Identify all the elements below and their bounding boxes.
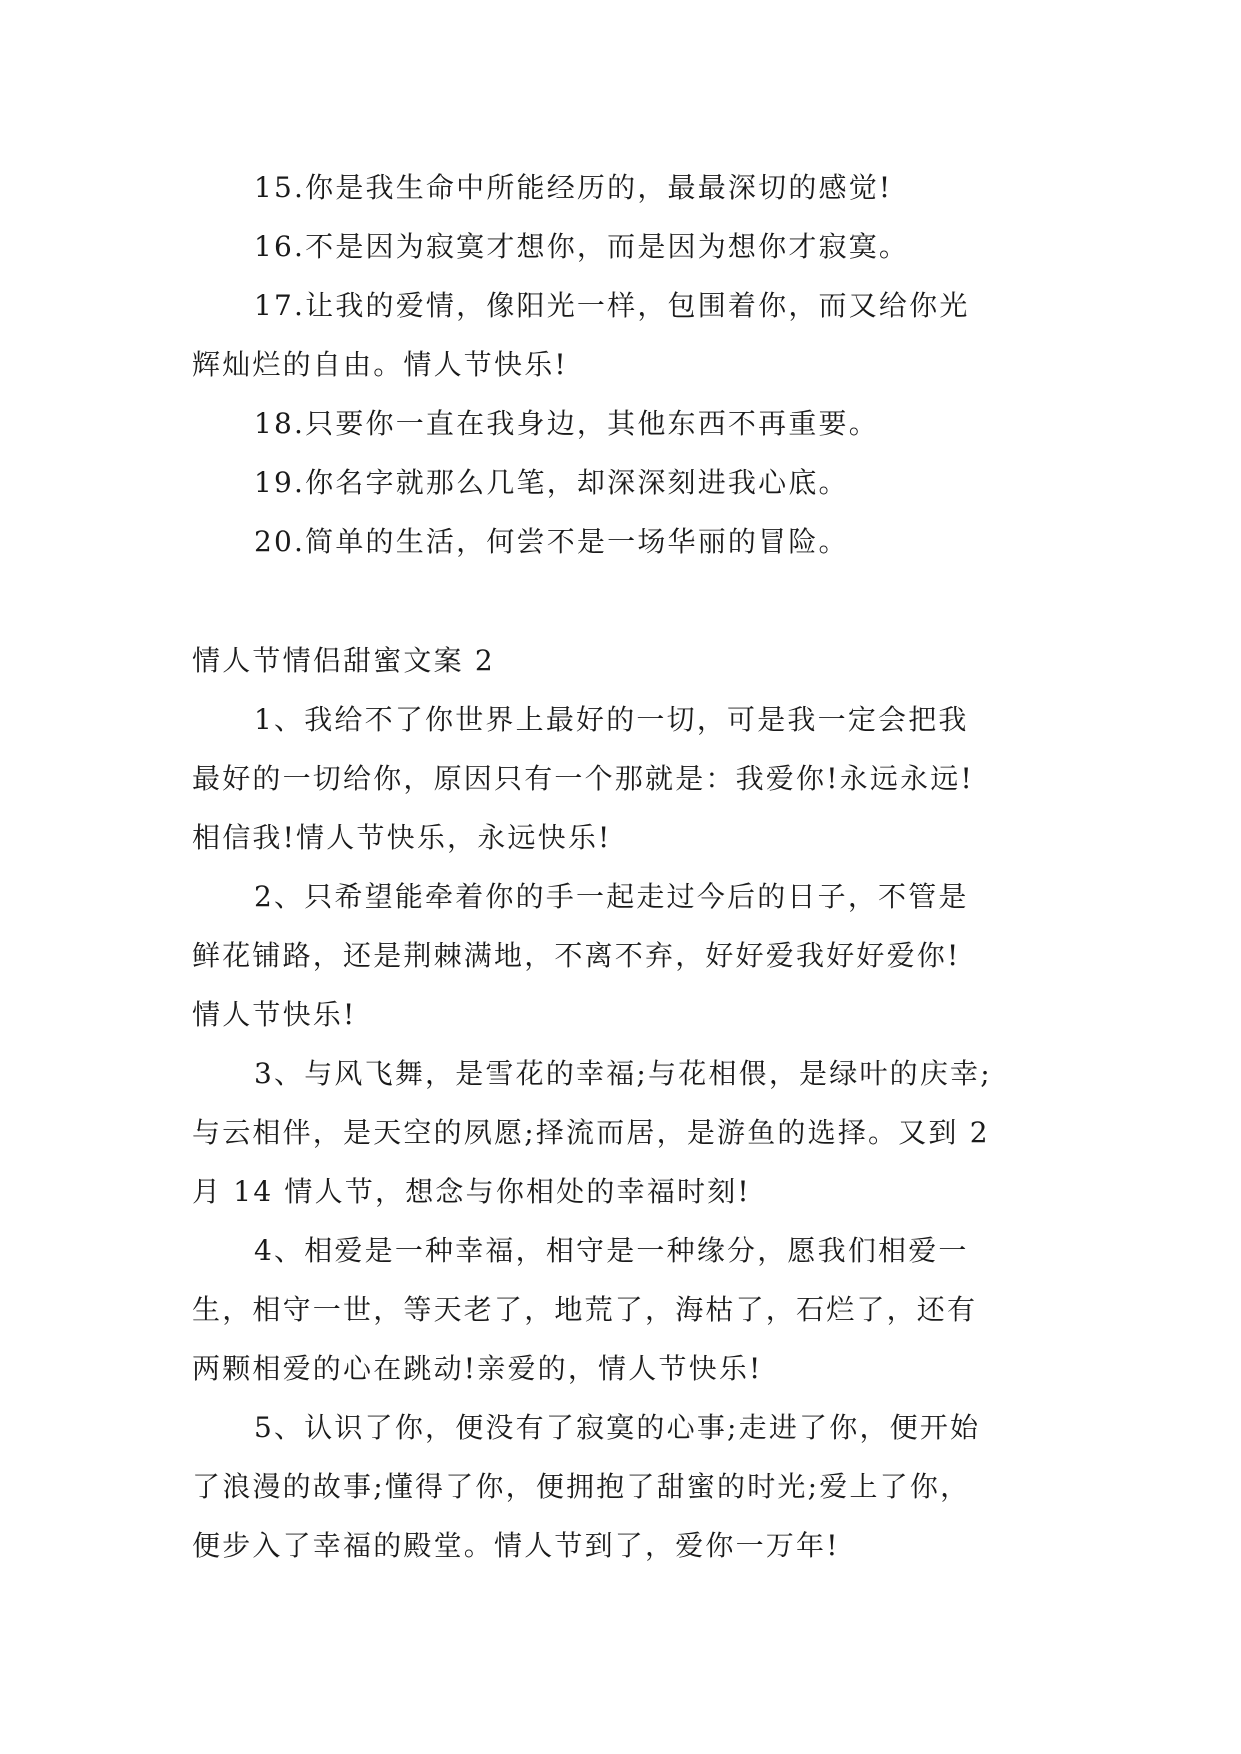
list-item [192, 158, 1062, 217]
list-item-line: 情人节快乐! [192, 998, 357, 1031]
list-item-line: 20.简单的生活，何尝不是一场华丽的冒险。 [254, 525, 849, 558]
section-heading: 情人节情侣甜蜜文案 2 [192, 644, 495, 677]
list-item [192, 1044, 1062, 1221]
list-item [192, 1221, 1062, 1398]
list-item [192, 217, 1062, 276]
list-item [192, 867, 1062, 1044]
list-item-line: 生，相守一世，等天老了，地荒了，海枯了，石烂了，还有 [192, 1293, 978, 1326]
list-item-line: 了浪漫的故事;懂得了你，便拥抱了甜蜜的时光;爱上了你， [192, 1470, 971, 1503]
list-item-line: 1、我给不了你世界上最好的一切，可是我一定会把我 [254, 703, 969, 736]
list-item [192, 690, 1062, 867]
list-item [192, 394, 1062, 453]
first-list [192, 158, 1062, 571]
second-list [192, 690, 1062, 1575]
list-item-line: 15.你是我生命中所能经历的，最最深切的感觉! [254, 171, 893, 204]
list-item-line: 3、与风飞舞，是雪花的幸福;与花相偎，是绿叶的庆幸; [254, 1057, 992, 1090]
list-item-line: 17.让我的爱情，像阳光一样，包围着你，而又给你光 [254, 289, 970, 322]
list-item-line: 最好的一切给你，原因只有一个那就是：我爱你!永远永远! [192, 762, 974, 795]
list-item-line: 便步入了幸福的殿堂。情人节到了，爱你一万年! [192, 1529, 840, 1562]
list-item [192, 512, 1062, 571]
document-body [192, 158, 1062, 1575]
list-item-line: 辉灿烂的自由。情人节快乐! [192, 348, 568, 381]
list-item [192, 276, 1062, 394]
list-item [192, 1398, 1062, 1575]
list-item-line: 19.你名字就那么几笔，却深深刻进我心底。 [254, 466, 849, 499]
list-item-line: 4、相爱是一种幸福，相守是一种缘分，愿我们相爱一 [254, 1234, 969, 1267]
list-item-line: 鲜花铺路，还是荆棘满地，不离不弃，好好爱我好好爱你! [192, 939, 961, 972]
list-item-line: 5、认识了你，便没有了寂寞的心事;走进了你，便开始 [254, 1411, 981, 1444]
list-item-line: 与云相伴，是天空的夙愿;择流而居，是游鱼的选择。又到 2 [192, 1116, 990, 1149]
list-item-line: 两颗相爱的心在跳动!亲爱的，情人节快乐! [192, 1352, 763, 1385]
list-item [192, 453, 1062, 512]
list-item-line: 18.只要你一直在我身边，其他东西不再重要。 [254, 407, 879, 440]
list-item-line: 月 14 情人节，想念与你相处的幸福时刻! [192, 1175, 751, 1208]
list-item-line: 16.不是因为寂寞才想你，而是因为想你才寂寞。 [254, 230, 910, 263]
list-item-line: 相信我!情人节快乐，永远快乐! [192, 821, 612, 854]
list-item-line: 2、只希望能牵着你的手一起走过今后的日子，不管是 [254, 880, 969, 913]
